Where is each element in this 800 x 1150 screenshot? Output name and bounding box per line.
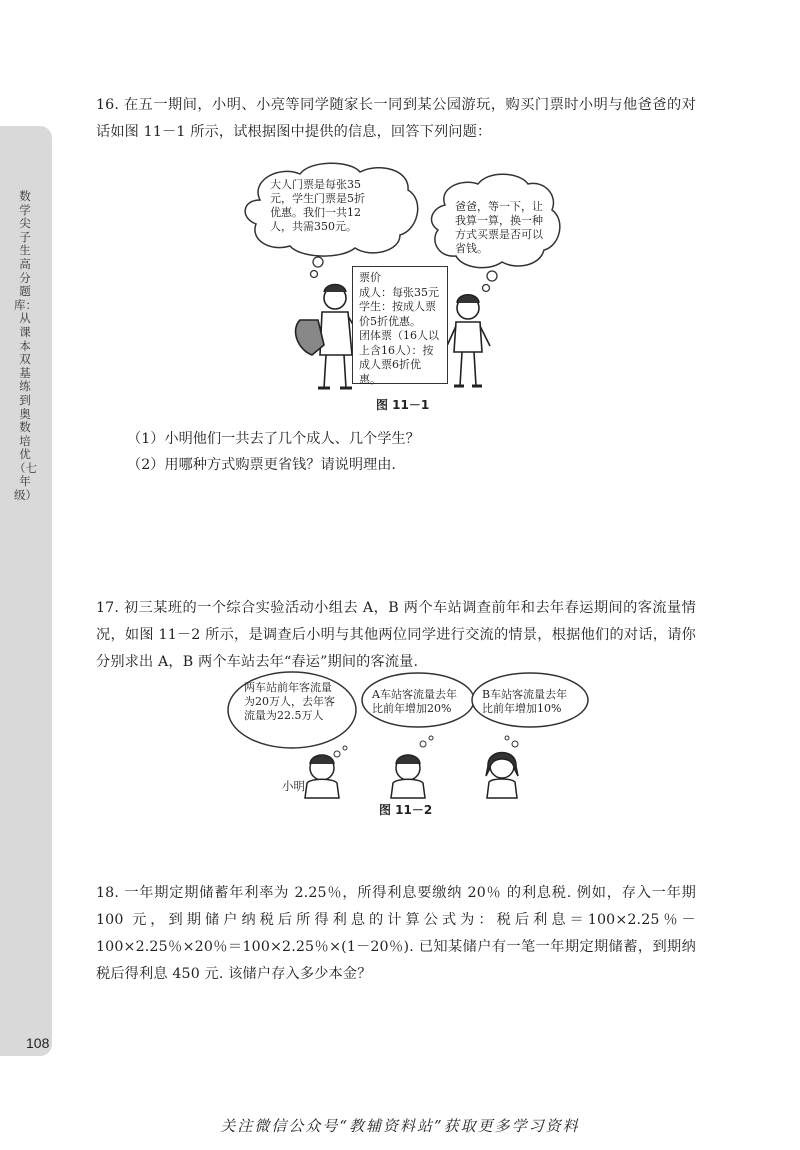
ticket-line: 成人：每张35元 bbox=[359, 285, 439, 299]
father-speech: 大人门票是每张35元，学生门票是5折优惠。我们一共12人，共需350元。 bbox=[270, 178, 365, 233]
son-speech: 爸爸，等一下，让我算一算，换一种方式买票是否可以省钱。 bbox=[455, 200, 543, 255]
student-2-figure bbox=[391, 755, 425, 798]
question-18-text: 18. 一年期定期储蓄年利率为 2.25％，所得利息要缴纳 20％ 的利息税. 例如，存入一年期 100 元，到期储户纳税后所得利息的计算公式为：税后利息＝100×2.25％－100×2.25％×20％＝100×2.25％×(1－20％). 已知某储户有一笔一年期定期储蓄，到期纳税后得利息 450 元. 该储户存入多少本金？ bbox=[96, 885, 696, 982]
book-title-vertical: 数学尖子生高分题库：从课本双基练到奥数培优（七年级） bbox=[14, 189, 37, 503]
ticket-line: 团体票（16人以 bbox=[359, 329, 439, 342]
xiaoming-label: 小明 bbox=[282, 779, 305, 793]
ticket-line: 票价 bbox=[359, 271, 381, 284]
student-3-figure bbox=[486, 753, 518, 799]
speech-text-3: B车站客流量去年比前年增加10% bbox=[482, 688, 568, 715]
ticket-line: 上含16人）：按 bbox=[359, 343, 434, 357]
xiaoming-figure bbox=[305, 755, 339, 798]
question-16-sub2: （2）用哪种方式购票更省钱？请说明理由. bbox=[127, 457, 396, 473]
figure-11-2-caption: 图 11－2 bbox=[379, 803, 433, 817]
question-17-text: 17. 初三某班的一个综合实验活动小组去 A，B 两个车站调查前年和去年春运期间的客流量情况，如图 11－2 所示，是调查后小明与其他两位同学进行交流的情景，根据他们的对话，请你分别求出 A，B 两个车站去年“春运”期间的客流量. bbox=[96, 600, 696, 670]
question-16-sub1: （1）小明他们一共去了几个成人、几个学生？ bbox=[127, 431, 420, 447]
son-figure bbox=[446, 295, 490, 386]
footer-wechat-notice: 关注微信公众号“教辅资料站”获取更多学习资料 bbox=[220, 1117, 580, 1135]
ticket-line: 价5折优惠。 bbox=[359, 314, 421, 328]
speech-text-1: 两车站前年客流量为20万人，去年客流量为22.5万人 bbox=[244, 681, 335, 722]
question-16-text: 16. 在五一期间，小明、小亮等同学随家长一同到某公园游玩，购买门票时小明与他爸爸的对话如图 11－1 所示，试根据图中提供的信息，回答下列问题： bbox=[96, 97, 696, 140]
figure-11-1-caption: 图 11－1 bbox=[376, 398, 430, 412]
ticket-line: 成人票6折优惠。 bbox=[359, 358, 421, 386]
ticket-line: 学生：按成人票 bbox=[359, 300, 436, 313]
ticket-price-board bbox=[352, 266, 448, 384]
speech-text-2: A车站客流量去年比前年增加20% bbox=[372, 688, 457, 715]
page-number: 108 bbox=[26, 1035, 50, 1051]
